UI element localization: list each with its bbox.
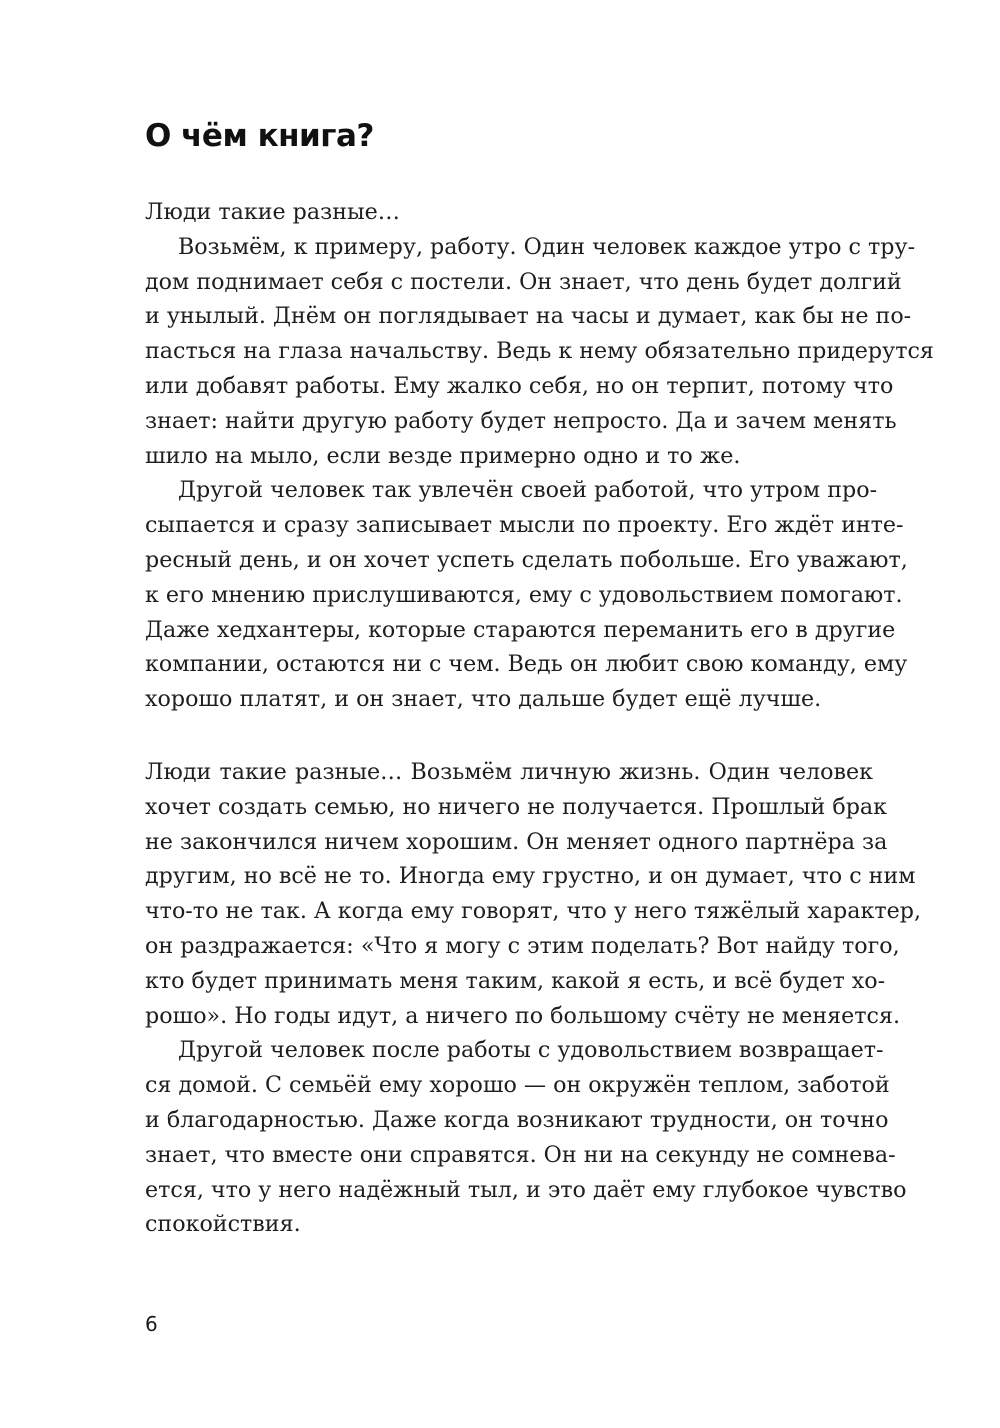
text-line: рошо». Но годы идут, а ничего по большому счёту не меняется. — [145, 1002, 900, 1029]
text-section-personal-life — [145, 755, 922, 1242]
text-line: ется, что у него надёжный тыл, и это даёт ему глубокое чувство — [145, 1176, 907, 1203]
section-intro-line: Люди такие разные… — [145, 199, 400, 225]
paragraph-work-happy — [145, 473, 908, 717]
text-line: ресный день, и он хочет успеть сделать побольше. Его уважают, — [145, 546, 908, 573]
text-line: что-то не так. А когда ему говорят, что у него тяжёлый характер, — [145, 898, 922, 925]
text-line: другим, но всё не то. Иногда ему грустно, и он думает, что с ним — [145, 863, 916, 890]
text-line: Даже хедхантеры, которые стараются переманить его в другие — [145, 616, 896, 643]
text-line: знает, что вместе они справятся. Он ни на секунду не сомнева- — [145, 1141, 896, 1168]
text-line: дом поднимает себя с постели. Он знает, что день будет долгий — [145, 268, 902, 295]
paragraph-personal-happy — [145, 1033, 907, 1242]
text-line: хорошо платят, и он знает, что дальше будет ещё лучше. — [145, 686, 822, 713]
text-line: не закончился ничем хорошим. Он меняет одного партнёра за — [145, 828, 888, 855]
text-line: знает: найти другую работу будет непросто. Да и зачем менять — [145, 407, 897, 434]
text-line: Возьмём, к примеру, работу. Один человек каждое утро с тру- — [178, 233, 916, 260]
text-line: кто будет принимать меня таким, какой я есть, и всё будет хо- — [145, 967, 886, 994]
text-line: Другой человек после работы с удовольствием возвращает- — [178, 1037, 884, 1064]
paragraph-work-unhappy — [145, 230, 934, 474]
text-line: он раздражается: «Что я могу с этим поделать? Вот найду того, — [145, 932, 900, 959]
text-line: и благодарностью. Даже когда возникают трудности, он точно — [145, 1106, 889, 1133]
text-line: к его мнению прислушиваются, ему с удовольствием помогают. — [145, 581, 903, 608]
text-line: Другой человек так увлечён своей работой, что утром про- — [178, 477, 878, 504]
paragraph-personal-unhappy — [145, 755, 922, 1033]
page-number: 6 — [145, 1312, 158, 1336]
text-line: компании, остаются ни с чем. Ведь он любит свою команду, ему — [145, 651, 908, 678]
text-section-work — [145, 195, 934, 717]
text-line: шило на мыло, если везде примерно одно и то же. — [145, 442, 741, 469]
text-line: Люди такие разные… Возьмём личную жизнь. Один человек — [145, 759, 873, 785]
text-line: ся домой. С семьёй ему хорошо — он окружён теплом, заботой — [145, 1072, 890, 1099]
text-line: сыпается и сразу записывает мысли по проекту. Его ждёт инте- — [145, 512, 904, 539]
chapter-title: О чём книга? — [145, 118, 374, 154]
text-line: или добавят работы. Ему жалко себя, но он терпит, потому что — [145, 372, 894, 399]
text-line: и унылый. Днём он поглядывает на часы и думает, как бы не по- — [145, 303, 912, 330]
text-line: пасться на глаза начальству. Ведь к нему обязательно придерутся — [145, 338, 934, 365]
text-line: спокойствия. — [145, 1211, 301, 1238]
text-line: хочет создать семью, но ничего не получается. Прошлый брак — [145, 793, 887, 820]
